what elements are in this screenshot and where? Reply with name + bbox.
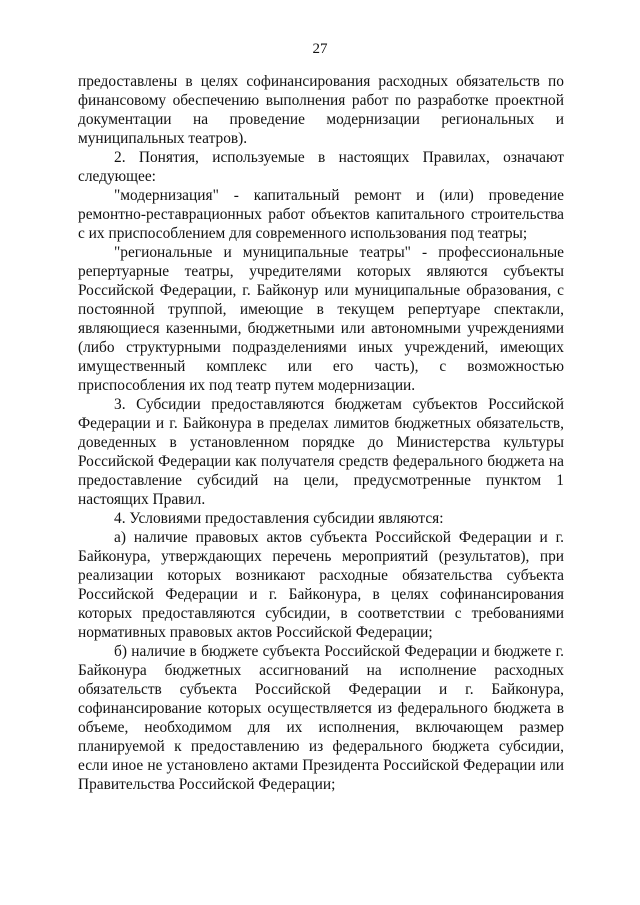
paragraph-clause-3: 3. Субсидии предоставляются бюджетам субъектов Российской Федерации и г. Байконура в пределах лимитов бюджетных обязательств, доведенных в установленном порядке до Министерства культуры Российской Федерации как получателя средств федерального бюджета на предоставление субсидий на цели, предусмотренные пунктом 1 настоящих Правил.: [78, 396, 564, 508]
paragraph-clause-2: 2. Понятия, используемые в настоящих Правилах, означают следующее:: [78, 149, 564, 185]
page-number: 27: [312, 41, 328, 57]
paragraph-definition-theatres: "региональные и муниципальные театры" - профессиональные репертуарные театры, учредителями которых являются субъекты Российской Федерации, г. Байконур или муниципальные образования, с постоянной труппой, имеющие в текущем репертуаре спектакли, являющиеся казенными, бюджетными или автономными учреждениями (либо структурными подразделениями иных учреждений, имеющих имущественный комплекс или его часть), с возможностью приспособления их под театр путем модернизации.: [78, 244, 564, 394]
document-body: [78, 72, 564, 794]
paragraph-clause-4: 4. Условиями предоставления субсидии являются:: [114, 510, 444, 527]
paragraph-continuation: предоставлены в целях софинансирования расходных обязательств по финансовому обеспечению выполнения работ по разработке проектной документации на проведение модернизации региональных и муниципальных театров).: [78, 73, 564, 147]
paragraph-definition-modernization: "модернизация" - капитальный ремонт и (или) проведение ремонтно-реставрационных работ объектов капитального строительства с их приспособлением для современного использования под театры;: [78, 187, 564, 242]
paragraph-clause-4a: а) наличие правовых актов субъекта Российской Федерации и г. Байконура, утверждающих перечень мероприятий (результатов), при реализации которых возникают расходные обязательства субъекта Российской Федерации и г. Байконура, в целях софинансирования которых предоставляются субсидии, в соответствии с требованиями нормативных правовых актов Российской Федерации;: [78, 529, 564, 641]
paragraph-clause-4b: б) наличие в бюджете субъекта Российской Федерации и бюджете г. Байконура бюджетных ассигнований на исполнение расходных обязательств субъекта Российской Федерации и г. Байконура, софинансирование которых осуществляется из федерального бюджета в объеме, необходимом для их исполнения, включающем размер планируемой к предоставлению из федерального бюджета субсидии, если иное не установлено актами Президента Российской Федерации или Правительства Российской Федерации;: [78, 643, 564, 793]
